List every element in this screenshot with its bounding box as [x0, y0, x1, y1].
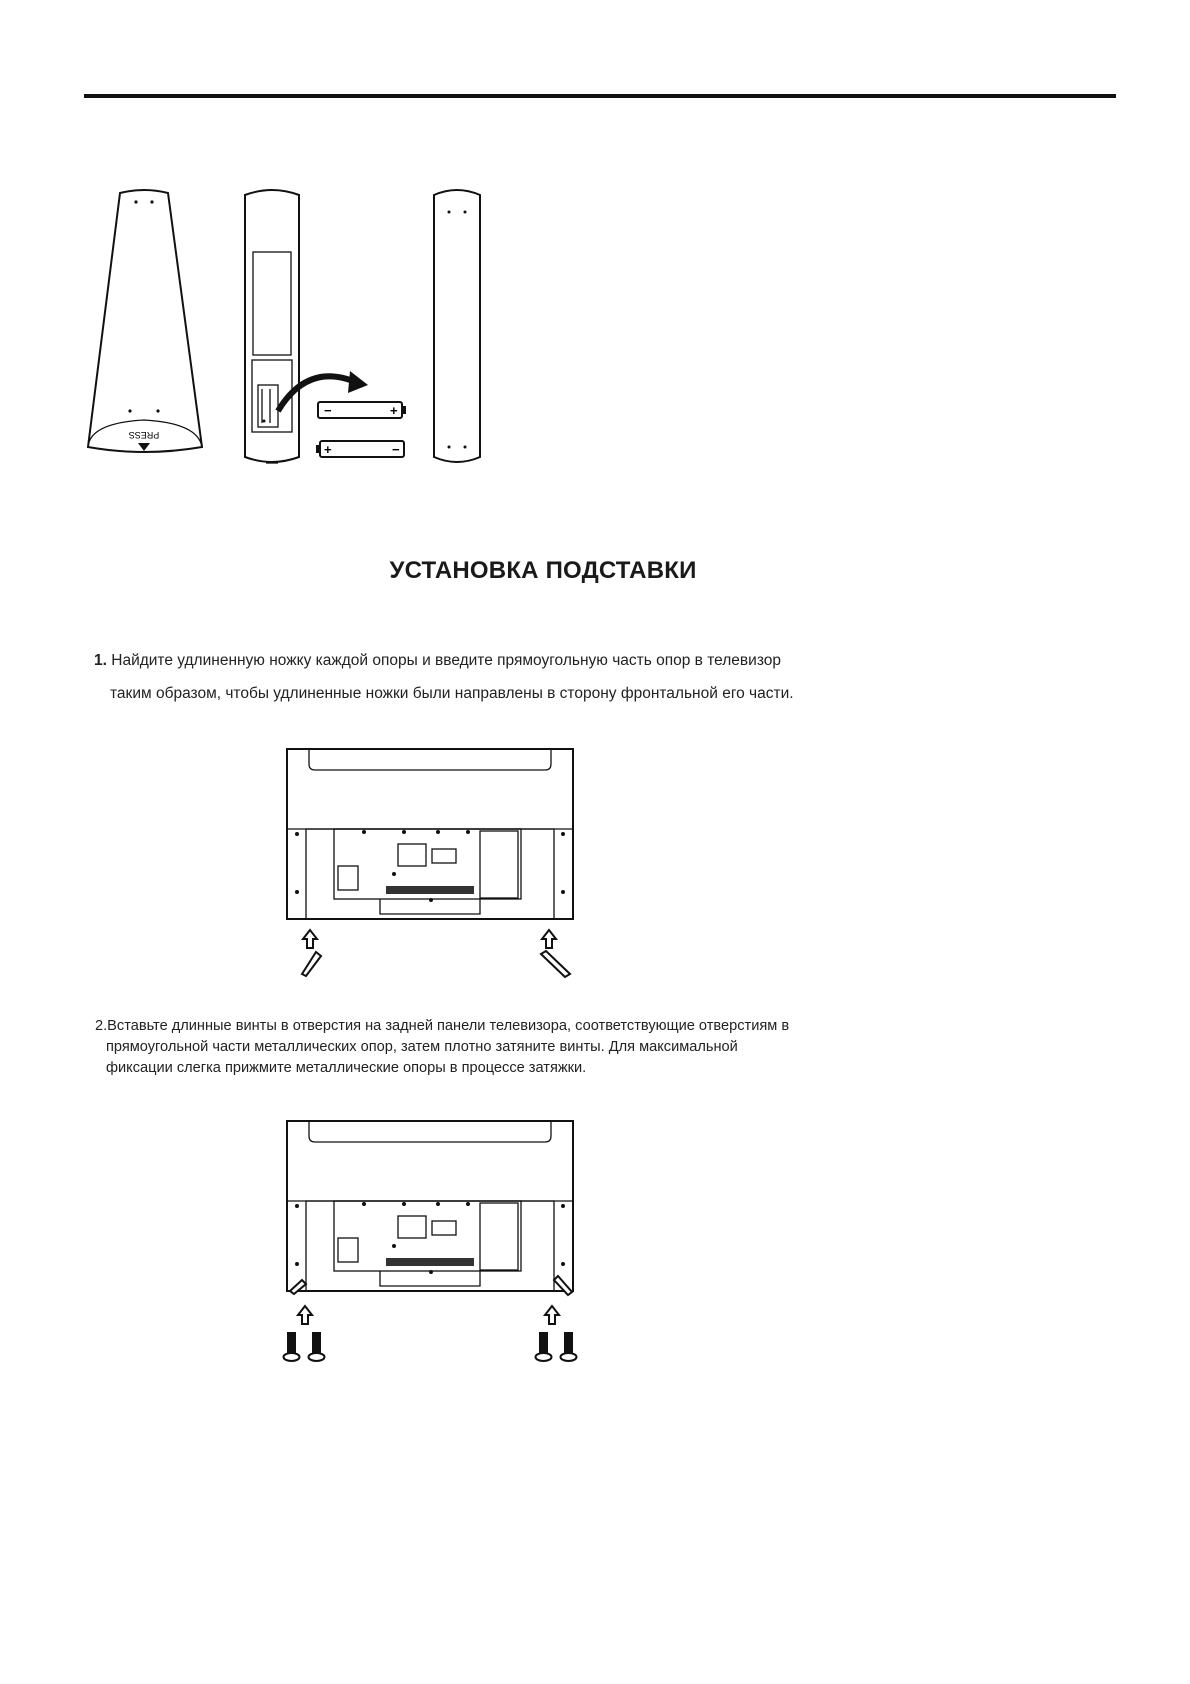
svg-text:−: − — [324, 403, 332, 418]
battery-icon — [316, 441, 404, 457]
screw-icon — [561, 1332, 577, 1361]
svg-text:+: + — [324, 442, 332, 457]
top-divider — [84, 94, 1116, 98]
remote-back-cover-icon — [88, 190, 202, 452]
battery-icon — [318, 402, 406, 418]
stand-leg-icon — [541, 951, 570, 977]
screw-icon — [536, 1332, 552, 1361]
remote-battery-compartment-icon — [245, 190, 299, 463]
remote-battery-illustration — [80, 185, 520, 475]
tv-back-panel-icon — [287, 1121, 573, 1291]
arrow-up-icon — [545, 1306, 559, 1324]
stand-leg-icon — [302, 952, 321, 976]
step-2-text: 2.Вставьте длинные винты в отверстия на задней панели телевизора, соответствующие отверстиям в прямоугольной части металлических опор, затем плотно затяните винты. Для максимальной фиксации слегка прижмите металлические опоры в процессе затяжки. — [95, 1018, 790, 1076]
svg-text:+: + — [390, 403, 398, 418]
arrow-up-icon — [303, 930, 317, 948]
arrow-up-icon — [542, 930, 556, 948]
svg-text:−: − — [392, 442, 400, 457]
press-label: PRESS — [128, 430, 160, 440]
remote-side-icon — [434, 190, 480, 462]
screw-icon — [284, 1332, 300, 1361]
section-title: УСТАНОВКА ПОДСТАВКИ — [389, 557, 697, 584]
arrow-up-icon — [298, 1306, 312, 1324]
tv-back-figure-2 — [284, 1118, 584, 1368]
screw-icon — [309, 1332, 325, 1361]
tv-back-panel-icon — [287, 749, 573, 919]
step-1-text: 1. Найдите удлиненную ножку каждой опоры и введите прямоугольную часть опор в телевизор таким образом, чтобы удлиненные ножки были направлены в сторону фронтальной его части. — [94, 652, 794, 702]
tv-back-figure-1 — [284, 746, 584, 976]
